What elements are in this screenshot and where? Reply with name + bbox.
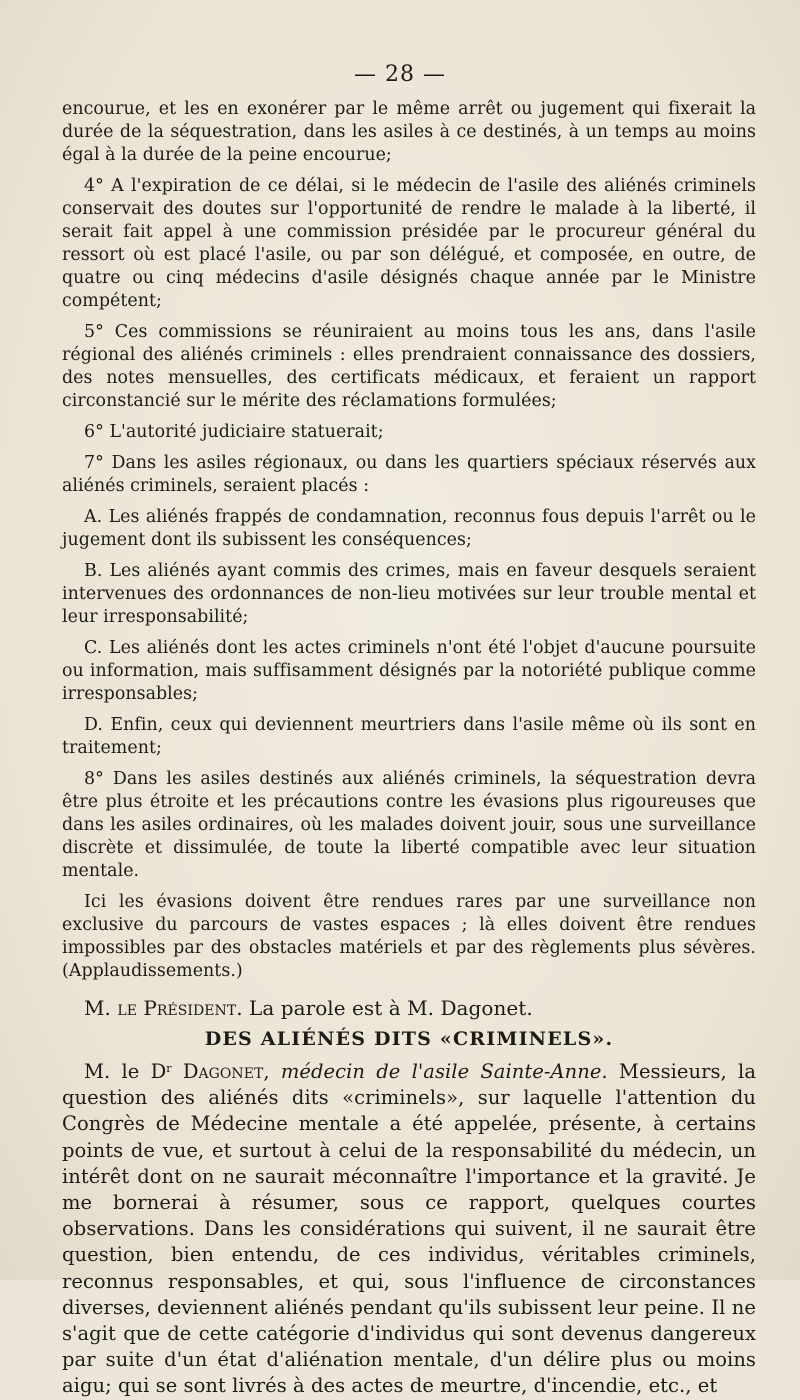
speaker-line: [62, 997, 756, 1020]
speaker-text: La parole est à M. Dagonet.: [249, 996, 533, 1020]
section-title: DES ALIÉNÉS DITS «CRIMINELS».: [204, 1028, 614, 1050]
paragraph-item-7: 7° Dans les asiles régionaux, ou dans les quartiers spéciaux réservés aux aliénés criminels, seraient placés :: [62, 453, 756, 496]
paragraph-item-b: B. Les aliénés ayant commis des crimes, mais en faveur desquels seraient intervenues des ordonnances de non-lieu motivées sur leur trouble mental et leur irresponsabilité;: [62, 561, 756, 627]
paragraph-item-c: C. Les aliénés dont les actes criminels n'ont été l'objet d'aucune poursuite ou information, mais suffisamment désignés par la notoriété publique comme irresponsables;: [62, 638, 756, 704]
paragraph-item-5: 5° Ces commissions se réuniraient au moins tous les ans, dans l'asile régional des aliénés criminels : elles prendraient connaissance des dossiers, des notes mensuelles, des certificats médicaux, et feraient un rapport circonstancié sur le mérite des réclamations formulées;: [62, 322, 756, 411]
paragraph-item-6: 6° L'autorité judiciaire statuerait;: [84, 422, 384, 442]
final-sup: r: [166, 1062, 172, 1075]
paragraph-item-8: 8° Dans les asiles destinés aux aliénés criminels, la séquestration devra être plus étroite et les précautions contre les évasions plus rigoureuses que dans les asiles ordinaires, où les malades doivent jouir, sous une surveillance discrète et dissimulée, de toute la liberté compatible avec leur situation mentale.: [62, 769, 756, 881]
paragraph-evasions: Ici les évasions doivent être rendues rares par une surveillance non exclusive du parcours de vastes espaces ; là elles doivent être rendues impossibles par des obstacles matériels et par des règlements plus sévères. (Applaudissements.): [62, 892, 756, 981]
paragraph-continuation: encourue, et les en exonérer par le même arrêt ou jugement qui fixerait la durée de la séquestration, dans les asiles à ce destinés, à un temps au moins égal à la durée de la peine encourue;: [62, 99, 756, 165]
paragraph-item-4: 4° A l'expiration de ce délai, si le médecin de l'asile des aliénés criminels conservait des doutes sur l'opportunité de rendre le malade à la liberté, il serait fait appel à une commission présidée par le procureur général du ressort où est placé l'asile, ou par son délégué, et composée, en outre, de quatre ou cinq médecins d'asile désignés chaque année par le Ministre compétent;: [62, 176, 756, 311]
final-paragraph: [62, 1059, 756, 1400]
final-text: Messieurs, la question des aliénés dits «criminels», sur laquelle l'attention du Congrès de Médecine mentale a été appelée, présente, à certains points de vue, et surtout à celui de la responsabilité du médecin, un intérêt dont on ne saurait méconnaître l'importance et la gravité. Je me bornerai à résumer, sous ce rapport, quelques courtes observations. Dans les considérations qui suivent, il ne saurait être question, bien entendu, de ces individus, véritables criminels, reconnus responsables, et qui, sous l'influence de circonstances diverses, deviennent aliénés pendant qu'ils subissent leur peine. Il ne s'agit que de cette catégorie d'individus qui sont devenus dangereux par suite d'un état d'aliénation mentale, d'un délire plus ou moins aigu; qui se sont livrés à des actes de meurtre, d'incendie, etc., et: [62, 1060, 756, 1398]
paragraph-item-d: D. Enfin, ceux qui deviennent meurtriers dans l'asile même où ils sont en traitement;: [62, 715, 756, 758]
body-text: [62, 98, 756, 1400]
page-number: — 28 —: [354, 62, 446, 87]
speaker-title: le Président.: [117, 996, 243, 1020]
paragraph-item-a: A. Les aliénés frappés de condamnation, reconnus fous depuis l'arrêt ou le jugement dont ils subissent les conséquences;: [62, 507, 756, 550]
speaker-prefix: M.: [84, 996, 111, 1020]
final-role: médecin de l'asile Sainte-Anne.: [280, 1060, 608, 1083]
final-name: Dagonet,: [182, 1060, 270, 1083]
final-prefix: M. le D: [84, 1060, 167, 1083]
final-paragraph-block: [62, 1059, 756, 1400]
